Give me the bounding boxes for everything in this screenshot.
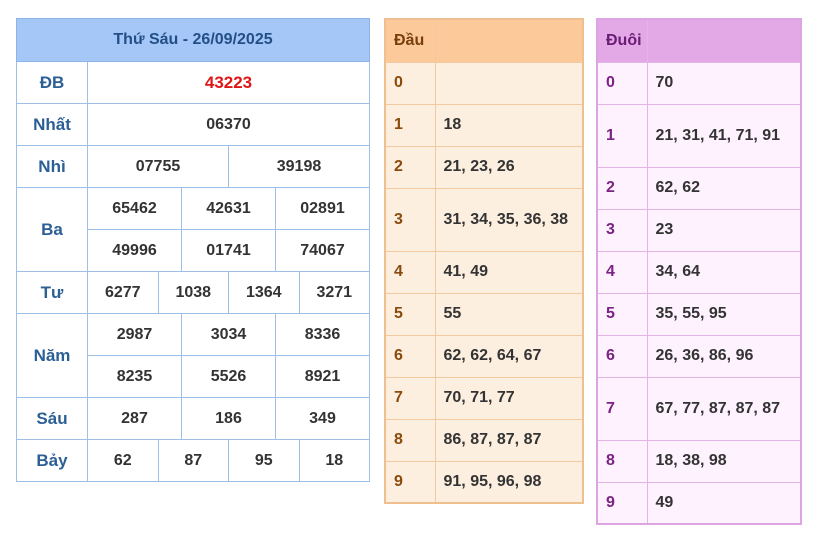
prize-number: 87 [158,440,229,482]
digit-key: 5 [385,293,435,335]
table-row [385,146,583,188]
prize-number: 39198 [229,146,370,188]
digit-values [435,62,583,104]
prize-number: 62 [88,440,159,482]
digit-values: 91, 95, 96, 98 [435,461,583,503]
prize-label: Nhì [17,146,88,188]
prize-number: 8235 [88,356,182,398]
digit-key: 0 [385,62,435,104]
digit-values: 70 [647,62,801,104]
digit-values: 35, 55, 95 [647,293,801,335]
digit-key: 2 [597,167,647,209]
table-row [385,335,583,377]
prize-number: 18 [299,440,370,482]
digit-key: 8 [597,440,647,482]
prize-number: 3034 [182,314,276,356]
table-row [597,209,801,251]
prize-number: 65462 [88,188,182,230]
prize-number: 42631 [182,188,276,230]
digit-key: 4 [597,251,647,293]
duoi-header-label: Đuôi [597,19,647,62]
digit-key: 5 [597,293,647,335]
table-row [385,461,583,503]
table-row [597,62,801,104]
digit-key: 6 [597,335,647,377]
prize-number: 6277 [88,272,159,314]
prize-row-seventh [17,440,370,482]
prize-number: 349 [276,398,370,440]
prize-row-sixth [17,398,370,440]
prize-number: 06370 [88,104,370,146]
digit-key: 3 [385,188,435,251]
dau-header-label: Đầu [385,19,435,62]
digit-key: 1 [385,104,435,146]
prize-label: Bảy [17,440,88,482]
table-row [385,293,583,335]
table-row [385,419,583,461]
digit-key: 8 [385,419,435,461]
dau-header-blank [435,19,583,62]
prize-number: 1364 [229,272,300,314]
digit-values: 26, 36, 86, 96 [647,335,801,377]
table-row [597,167,801,209]
digit-key: 6 [385,335,435,377]
prize-row-first [17,104,370,146]
dau-table [384,18,584,504]
digit-key: 9 [597,482,647,524]
table-row [385,188,583,251]
prize-number: 5526 [182,356,276,398]
prize-label: Tư [17,272,88,314]
prize-label: ĐB [17,62,88,104]
digit-values: 86, 87, 87, 87 [435,419,583,461]
prize-label: Sáu [17,398,88,440]
prize-row-fourth [17,272,370,314]
digit-values: 62, 62 [647,167,801,209]
prize-number: 8336 [276,314,370,356]
digit-values: 49 [647,482,801,524]
table-row [385,251,583,293]
digit-values: 18 [435,104,583,146]
digit-values: 34, 64 [647,251,801,293]
digit-values: 70, 71, 77 [435,377,583,419]
digit-values: 23 [647,209,801,251]
digit-key: 3 [597,209,647,251]
table-row [597,482,801,524]
prize-number: 2987 [88,314,182,356]
table-row [597,440,801,482]
digit-key: 7 [597,377,647,440]
table-row [597,251,801,293]
prize-number: 8921 [276,356,370,398]
prize-number: 95 [229,440,300,482]
digit-values: 18, 38, 98 [647,440,801,482]
prize-number: 3271 [299,272,370,314]
digit-key: 0 [597,62,647,104]
digit-key: 9 [385,461,435,503]
digit-key: 4 [385,251,435,293]
prize-row-third [17,188,370,230]
prize-row-second [17,146,370,188]
prize-number: 74067 [276,230,370,272]
digit-key: 1 [597,104,647,167]
table-row [597,104,801,167]
prize-number: 49996 [88,230,182,272]
digit-values: 41, 49 [435,251,583,293]
prize-number: 07755 [88,146,229,188]
table-row [597,377,801,440]
prize-number: 1038 [158,272,229,314]
prize-number: 01741 [182,230,276,272]
prize-row-fifth [17,314,370,356]
prize-number: 287 [88,398,182,440]
special-prize-number: 43223 [88,62,370,104]
prize-number: 186 [182,398,276,440]
digit-values: 31, 34, 35, 36, 38 [435,188,583,251]
digit-values: 62, 62, 64, 67 [435,335,583,377]
prize-label: Ba [17,188,88,272]
prize-label: Nhất [17,104,88,146]
lottery-results-table [16,18,370,482]
table-row [385,377,583,419]
duoi-table [596,18,802,525]
table-row [597,293,801,335]
duoi-header-blank [647,19,801,62]
digit-key: 2 [385,146,435,188]
digit-values: 21, 31, 41, 71, 91 [647,104,801,167]
digit-values: 55 [435,293,583,335]
table-row [385,62,583,104]
prize-number: 02891 [276,188,370,230]
results-date-title: Thứ Sáu - 26/09/2025 [17,19,370,62]
digit-key: 7 [385,377,435,419]
digit-values: 21, 23, 26 [435,146,583,188]
table-row [597,335,801,377]
table-row [385,104,583,146]
prize-row-special [17,62,370,104]
prize-label: Năm [17,314,88,398]
digit-values: 67, 77, 87, 87, 87 [647,377,801,440]
